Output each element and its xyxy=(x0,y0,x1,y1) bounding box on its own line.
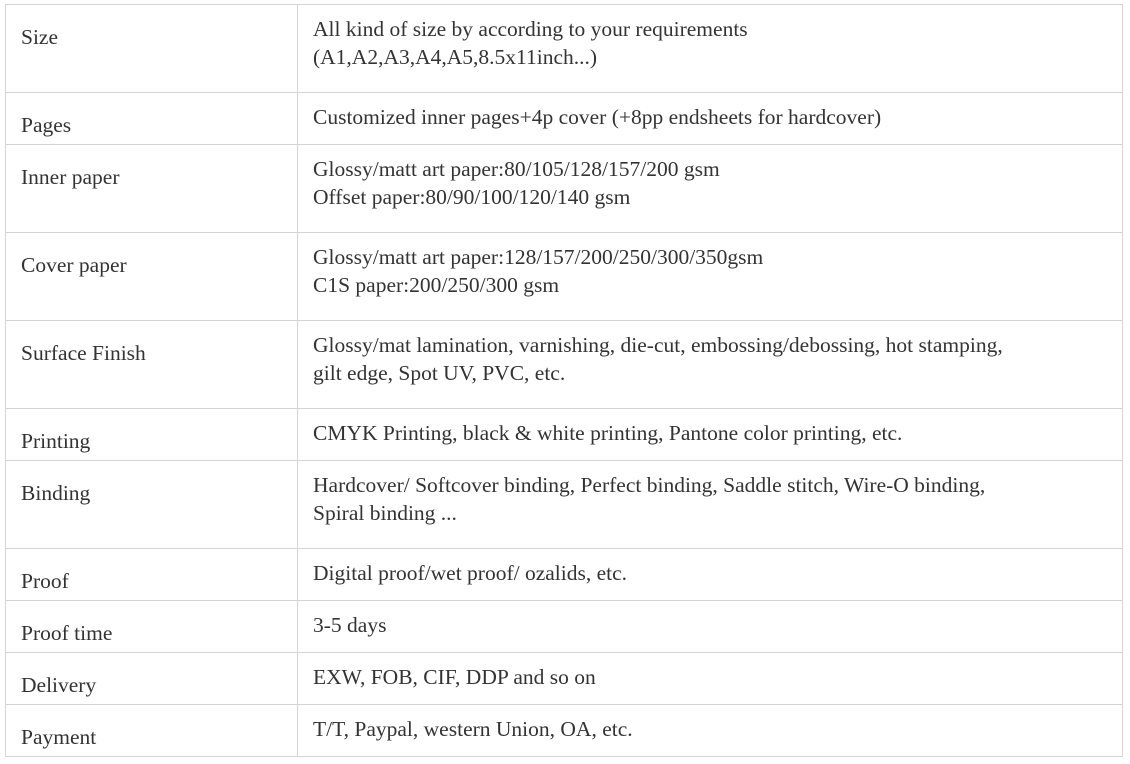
table-row-cover-paper xyxy=(6,233,1123,321)
row-value xyxy=(298,409,1123,461)
row-label: Delivery xyxy=(6,653,298,705)
value-line: Hardcover/ Softcover binding, Perfect binding, Saddle stitch, Wire-O binding, xyxy=(313,473,986,497)
row-value xyxy=(298,321,1123,409)
row-label: Proof xyxy=(6,549,298,601)
row-value xyxy=(298,461,1123,549)
row-value xyxy=(298,653,1123,705)
row-label: Pages xyxy=(6,93,298,145)
row-label: Payment xyxy=(6,705,298,757)
row-value xyxy=(298,549,1123,601)
value-line: Offset paper:80/90/100/120/140 gsm xyxy=(313,185,631,209)
row-label: Size xyxy=(6,5,298,93)
row-label: Inner paper xyxy=(6,145,298,233)
value-line: 3-5 days xyxy=(313,613,387,637)
value-line: Customized inner pages+4p cover (+8pp endsheets for hardcover) xyxy=(313,105,882,129)
row-label: Cover paper xyxy=(6,233,298,321)
value-line: Glossy/matt art paper:128/157/200/250/300/350gsm xyxy=(313,245,764,269)
value-line: Spiral binding ... xyxy=(313,501,457,525)
table-row-printing xyxy=(6,409,1123,461)
row-value xyxy=(298,705,1123,757)
table-row-pages xyxy=(6,93,1123,145)
value-line: Digital proof/wet proof/ ozalids, etc. xyxy=(313,561,628,585)
table-row-surface-finish xyxy=(6,321,1123,409)
row-value xyxy=(298,233,1123,321)
row-value xyxy=(298,601,1123,653)
value-line: Glossy/matt art paper:80/105/128/157/200 gsm xyxy=(313,157,720,181)
table-row-size xyxy=(6,5,1123,93)
value-line: C1S paper:200/250/300 gsm xyxy=(313,273,560,297)
value-line: Glossy/mat lamination, varnishing, die-cut, embossing/debossing, hot stamping, xyxy=(313,333,1003,357)
value-line: EXW, FOB, CIF, DDP and so on xyxy=(313,665,596,689)
value-line: T/T, Paypal, western Union, OA, etc. xyxy=(313,717,633,741)
row-label: Binding xyxy=(6,461,298,549)
row-label: Surface Finish xyxy=(6,321,298,409)
value-line: All kind of size by according to your requirements xyxy=(313,17,748,41)
value-line: (A1,A2,A3,A4,A5,8.5x11inch...) xyxy=(313,45,598,69)
row-value xyxy=(298,145,1123,233)
row-value xyxy=(298,5,1123,93)
table-row-proof-time xyxy=(6,601,1123,653)
row-value xyxy=(298,93,1123,145)
table-row-payment xyxy=(6,705,1123,757)
value-line: CMYK Printing, black & white printing, Pantone color printing, etc. xyxy=(313,421,903,445)
table-row-binding xyxy=(6,461,1123,549)
table-row-delivery xyxy=(6,653,1123,705)
table-row-inner-paper xyxy=(6,145,1123,233)
row-label: Printing xyxy=(6,409,298,461)
spec-table xyxy=(5,4,1123,757)
value-line: gilt edge, Spot UV, PVC, etc. xyxy=(313,361,566,385)
row-label: Proof time xyxy=(6,601,298,653)
table-row-proof xyxy=(6,549,1123,601)
